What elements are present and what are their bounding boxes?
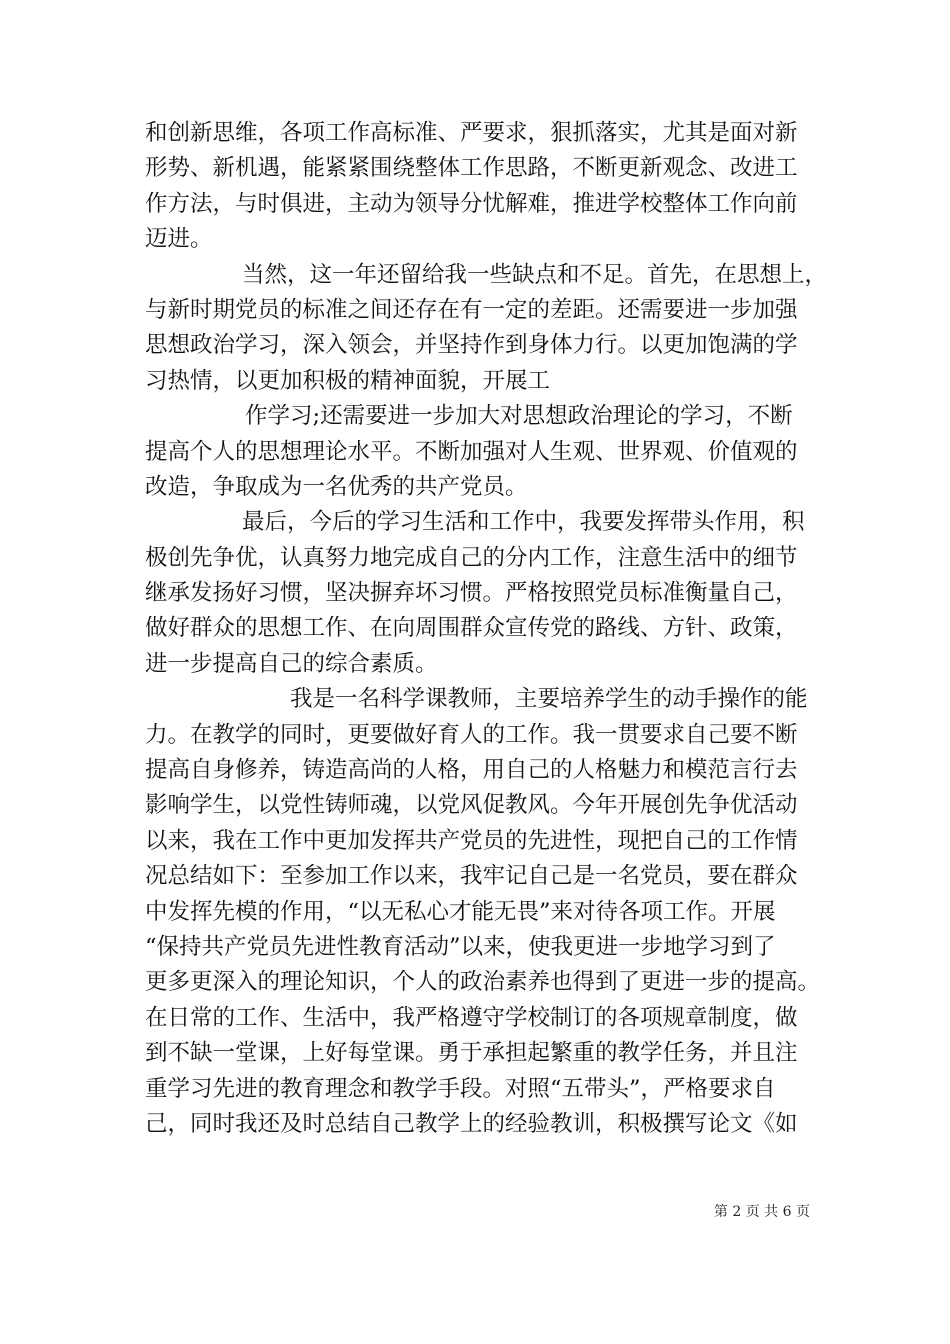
text-line: 迈进。	[145, 226, 213, 253]
text-line: 极创先争优，认真努力地完成自己的分内工作，注意生活中的细节	[145, 544, 798, 571]
text-line: 力。在教学的同时，更要做好育人的工作。我一贯要求自己要不断	[145, 721, 798, 748]
text-line: 作方法，与时俱进，主动为领导分忧解难，推进学校整体工作向前	[145, 190, 798, 217]
paragraph-start-line: 作学习;还需要进一步加大对思想政治理论的学习，不断	[245, 403, 793, 430]
text-line: 提高自身修养，铸造高尚的人格，用自己的人格魅力和模范言行去	[145, 757, 798, 784]
text-line: 影响学生，以党性铸师魂，以党风促教风。今年开展创先争优活动	[145, 792, 798, 819]
paragraph-start-line: 最后，今后的学习生活和工作中，我要发挥带头作用，积	[242, 509, 805, 536]
text-line: 在日常的工作、生活中，我严格遵守学校制订的各项规章制度，做	[145, 1004, 798, 1031]
text-line: 改造，争取成为一名优秀的共产党员。	[145, 473, 528, 500]
text-line: 中发挥先模的作用，“以无私心才能无畏”来对待各项工作。开展	[145, 898, 776, 925]
text-line: 提高个人的思想理论水平。不断加强对人生观、世界观、价值观的	[145, 438, 798, 465]
text-line: 和创新思维，各项工作高标准、严要求，狠抓落实，尤其是面对新	[145, 120, 798, 146]
text-line: 以来，我在工作中更加发挥共产党员的先进性，现把自己的工作情	[145, 827, 798, 854]
paragraph-start-line: 我是一名科学课教师，主要培养学生的动手操作的能	[290, 686, 808, 713]
paragraph-start-line: 当然，这一年还留给我一些缺点和不足。首先，在思想上，	[242, 261, 828, 288]
document-body	[145, 116, 828, 1142]
text-line: 到不缺一堂课，上好每堂课。勇于承担起繁重的教学任务，并且注	[145, 1040, 798, 1067]
text-line: 更多更深入的理论知识，个人的政治素养也得到了更进一步的提高。	[145, 969, 821, 996]
text-line: 己，同时我还及时总结自己教学上的经验教训，积极撰写论文《如	[145, 1110, 798, 1137]
text-line: 思想政治学习，深入领会，并坚持作到身体力行。以更加饱满的学	[145, 332, 798, 359]
page-number-footer: 第 2 页 共 6 页	[713, 1204, 810, 1220]
text-line: 继承发扬好习惯，坚决摒弃坏习惯。严格按照党员标准衡量自己，	[145, 580, 798, 607]
text-line: 与新时期党员的标准之间还存在有一定的差距。还需要进一步加强	[145, 296, 798, 323]
text-line: 进一步提高自己的综合素质。	[145, 650, 438, 677]
text-line: 形势、新机遇，能紧紧围绕整体工作思路，不断更新观念、改进工	[145, 155, 798, 182]
text-line: 重学习先进的教育理念和教学手段。对照“五带头”，严格要求自	[145, 1075, 776, 1102]
text-line: 习热情，以更加积极的精神面貌，开展工	[145, 367, 551, 394]
text-line: “保持共产党员先进性教育活动”以来，使我更进一步地学习到了	[145, 933, 776, 960]
text-line: 做好群众的思想工作、在向周围群众宣传党的路线、方针、政策，	[145, 615, 798, 642]
text-line: 况总结如下：至参加工作以来，我牢记自己是一名党员，要在群众	[145, 863, 798, 890]
